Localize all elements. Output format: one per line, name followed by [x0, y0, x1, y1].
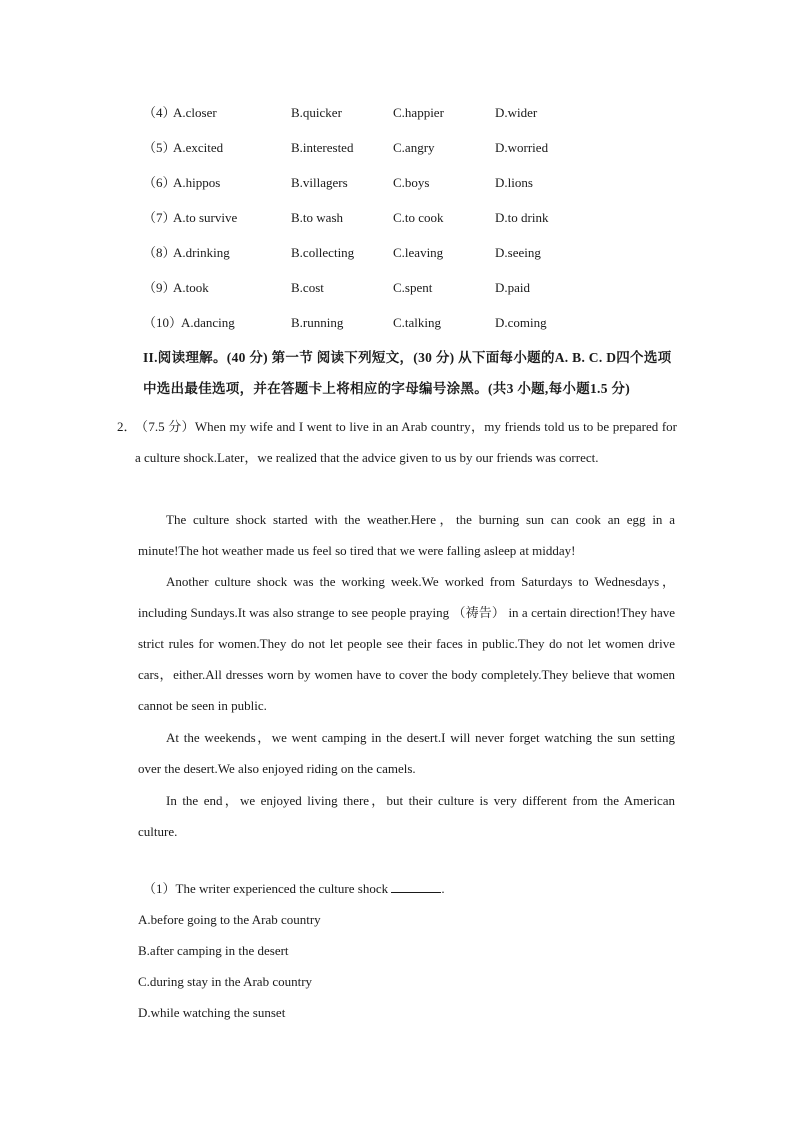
- option-d: D.wider: [495, 105, 538, 120]
- option-b: B.to wash: [291, 210, 343, 225]
- option-d: D.paid: [495, 280, 531, 295]
- option-d: D.to drink: [495, 210, 549, 225]
- option-b: B.cost: [291, 280, 324, 295]
- option-b: B.interested: [291, 140, 354, 155]
- option-number: （6）: [143, 175, 176, 190]
- option-a: A.to survive: [173, 210, 238, 225]
- option-number: （8）: [143, 245, 176, 260]
- question-intro-text: （7.5 分）When my wife and I went to live in an Arab country，my friends told us to be prepared for a culture shock.Later，we realized that the advice given to us by our friends was correct.: [135, 419, 677, 465]
- option-number: （7）: [143, 210, 176, 225]
- choice-a: A.before going to the Arab country: [138, 912, 321, 927]
- option-c: C.to cook: [393, 210, 444, 225]
- choice-d: D.while watching the sunset: [138, 1005, 286, 1020]
- option-a: A.closer: [173, 105, 217, 120]
- option-b: B.running: [291, 315, 344, 330]
- option-d: D.coming: [495, 315, 547, 330]
- option-number: （10）: [143, 315, 183, 330]
- passage-paragraph-4: In the end，we enjoyed living there，but their culture is very different from the American culture.: [138, 793, 675, 839]
- passage-paragraph-1: The culture shock started with the weather.Here，the burning sun can cook an egg in a minute!The hot weather made us feel so tired that we were falling asleep at midday!: [138, 512, 675, 558]
- option-d: D.worried: [495, 140, 549, 155]
- option-number: （9）: [143, 280, 176, 295]
- option-a: A.hippos: [173, 175, 221, 190]
- option-c: C.angry: [393, 140, 435, 155]
- question-number: 2．: [117, 419, 137, 434]
- option-number: （4）: [143, 105, 176, 120]
- option-d: D.lions: [495, 175, 533, 190]
- option-a: A.dancing: [181, 315, 235, 330]
- passage-paragraph-3: At the weekends，we went camping in the desert.I will never forget watching the sun setting over the desert.We also enjoyed riding on the camels.: [138, 730, 675, 776]
- sub-question-1: [143, 878, 445, 900]
- choice-c: C.during stay in the Arab country: [138, 974, 313, 989]
- option-c: C.boys: [393, 175, 430, 190]
- option-c: C.happier: [393, 105, 444, 120]
- option-a: A.took: [173, 280, 209, 295]
- passage-paragraph-2: Another culture shock was the working week.We worked from Saturdays to Wednesdays，including Sundays.It was also strange to see people praying （祷告） in a certain direction!They have strict rules for women.They do not let people see their faces in public.They do not let women drive cars，either.All dresses worn by women have to cover the body completely.They believe that women cannot be seen in public.: [138, 574, 675, 713]
- sub-question-end: .: [441, 881, 445, 896]
- option-c: C.talking: [393, 315, 442, 330]
- section-heading: II.阅读理解。(40 分) 第一节 阅读下列短文，(30 分) 从下面每小题的A. B. C. D四个选项中选出最佳选项，并在答题卡上将相应的字母编号涂黑。(共3 小题,每小题1.5 分): [143, 350, 672, 396]
- option-b: B.collecting: [291, 245, 355, 260]
- option-c: C.leaving: [393, 245, 444, 260]
- option-b: B.quicker: [291, 105, 342, 120]
- sub-question-label: （1）The writer experienced the culture shock: [143, 881, 389, 896]
- option-a: A.excited: [173, 140, 224, 155]
- question-intro: [117, 411, 677, 473]
- option-b: B.villagers: [291, 175, 348, 190]
- option-number: （5）: [143, 140, 176, 155]
- option-a: A.drinking: [173, 245, 230, 260]
- option-d: D.seeing: [495, 245, 541, 260]
- answer-blank: [391, 880, 441, 893]
- option-c: C.spent: [393, 280, 433, 295]
- choice-b: B.after camping in the desert: [138, 943, 289, 958]
